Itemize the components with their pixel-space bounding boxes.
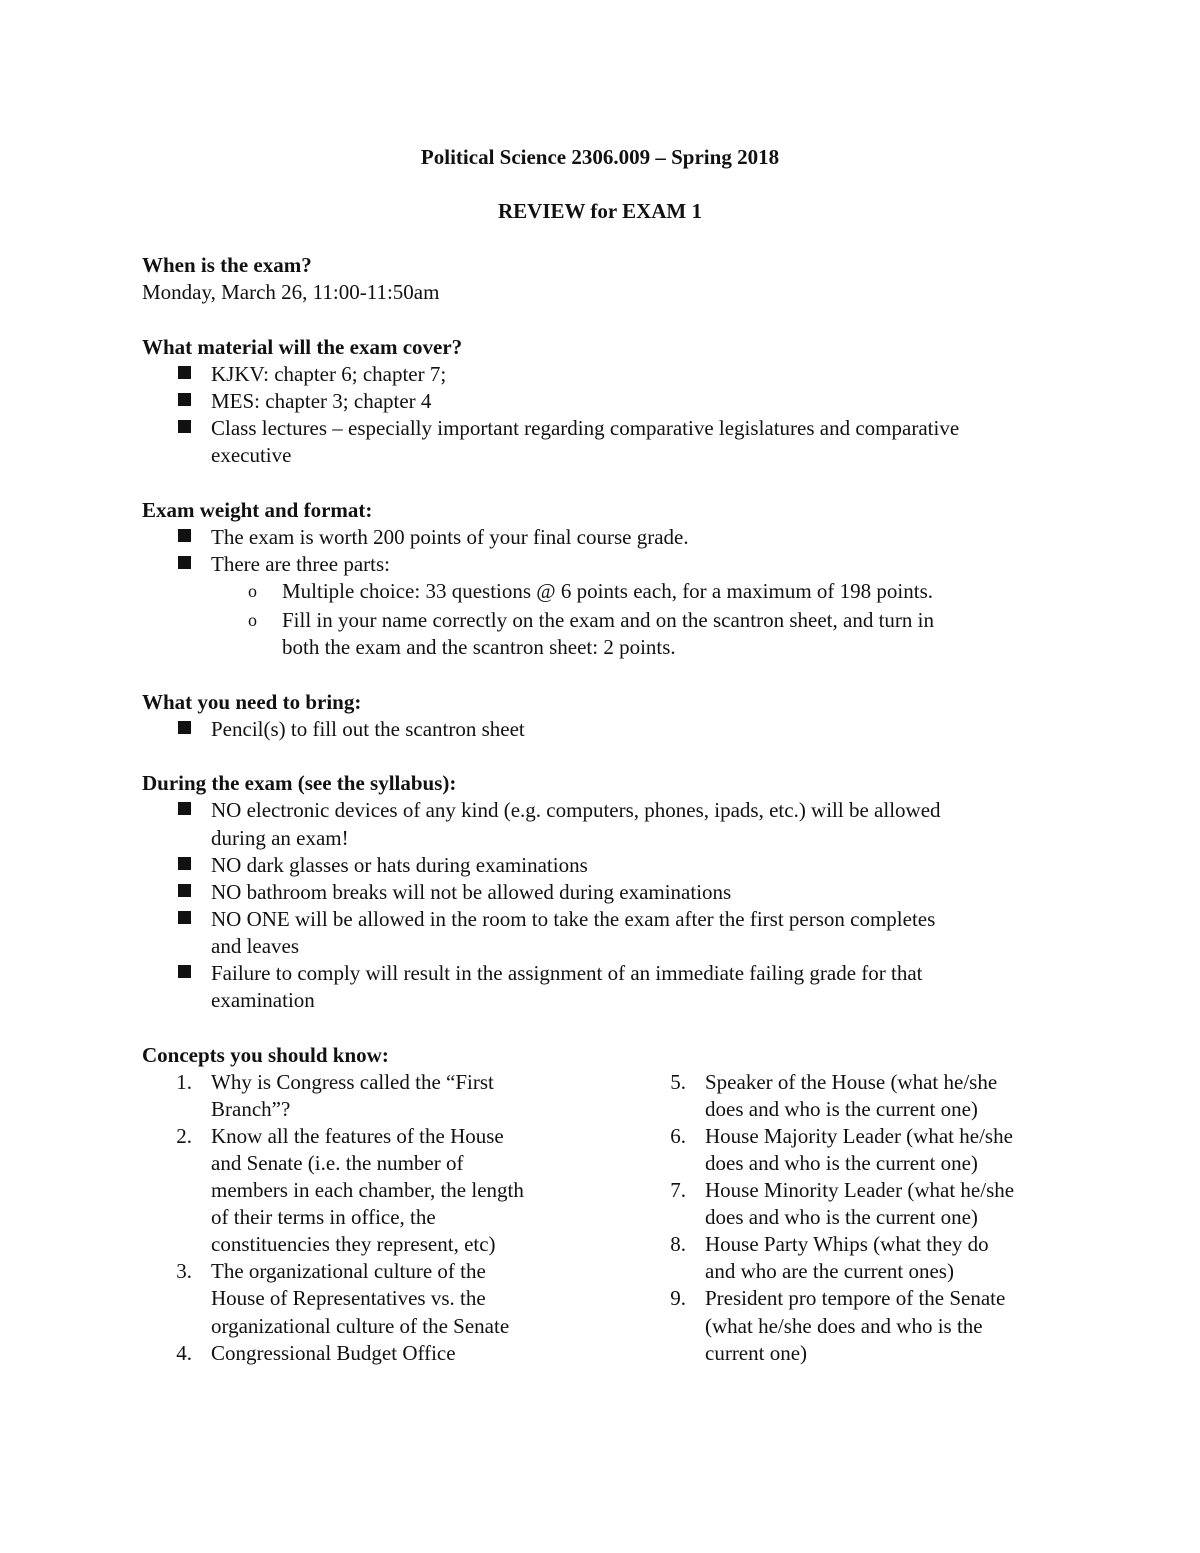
during-rule: NO bathroom breaks will not be allowed during examinations xyxy=(211,880,732,904)
concept-line: constituencies they represent, etc) xyxy=(211,1232,496,1256)
list-number: 5. xyxy=(670,1070,686,1094)
bullet-square-icon xyxy=(178,802,191,815)
concept-line: Branch”? xyxy=(211,1097,291,1121)
concept-line: current one) xyxy=(705,1341,808,1365)
list-number: 6. xyxy=(670,1124,686,1148)
during-heading: During the exam (see the syllabus): xyxy=(142,771,457,795)
bullet-circle-icon: o xyxy=(248,610,257,630)
concept-line: Why is Congress called the “First xyxy=(211,1070,494,1094)
bullet-square-icon xyxy=(178,911,191,924)
concept-line: of their terms in office, the xyxy=(211,1205,436,1229)
bullet-circle-icon: o xyxy=(248,581,257,601)
list-number: 2. xyxy=(176,1124,192,1148)
material-item: MES: chapter 3; chapter 4 xyxy=(211,389,432,413)
weight-sub-item-continued: both the exam and the scantron sheet: 2 points. xyxy=(282,635,676,659)
bullet-square-icon xyxy=(178,366,191,379)
bullet-square-icon xyxy=(178,420,191,433)
concept-line: does and who is the current one) xyxy=(705,1205,978,1229)
bullet-square-icon xyxy=(178,721,191,734)
concept-line: House of Representatives vs. the xyxy=(211,1286,486,1310)
bullet-square-icon xyxy=(178,884,191,897)
material-item: Class lectures – especially important regarding comparative legislatures and comparative xyxy=(211,416,960,440)
list-number: 1. xyxy=(176,1070,192,1094)
concept-line: Congressional Budget Office xyxy=(211,1341,456,1365)
weight-sub-item: Fill in your name correctly on the exam and on the scantron sheet, and turn in xyxy=(282,608,934,632)
concept-line: House Minority Leader (what he/she xyxy=(705,1178,1015,1202)
weight-item: The exam is worth 200 points of your final course grade. xyxy=(211,525,689,549)
concept-line: members in each chamber, the length xyxy=(211,1178,524,1202)
when-heading: When is the exam? xyxy=(142,253,312,277)
concept-line: Know all the features of the House xyxy=(211,1124,504,1148)
course-title: Political Science 2306.009 – Spring 2018 xyxy=(420,145,780,169)
weight-heading: Exam weight and format: xyxy=(142,498,373,522)
weight-item: There are three parts: xyxy=(211,552,390,576)
review-title: REVIEW for EXAM 1 xyxy=(498,199,702,223)
concept-line: House Party Whips (what they do xyxy=(705,1232,989,1256)
bring-heading: What you need to bring: xyxy=(142,690,362,714)
concept-line: The organizational culture of the xyxy=(211,1259,486,1283)
bullet-square-icon xyxy=(178,857,191,870)
during-rule: NO ONE will be allowed in the room to take the exam after the first person completes xyxy=(211,907,936,931)
bullet-square-icon xyxy=(178,529,191,542)
list-number: 3. xyxy=(176,1259,192,1283)
concept-line: Speaker of the House (what he/she xyxy=(705,1070,998,1094)
weight-sub-item: Multiple choice: 33 questions @ 6 points each, for a maximum of 198 points. xyxy=(282,579,933,603)
concepts-heading: Concepts you should know: xyxy=(142,1043,389,1067)
concept-line: (what he/she does and who is the xyxy=(705,1314,983,1338)
concept-line: and who are the current ones) xyxy=(705,1259,954,1283)
during-rule-continued: and leaves xyxy=(211,934,300,958)
bring-item: Pencil(s) to fill out the scantron sheet xyxy=(211,717,525,741)
list-number: 9. xyxy=(670,1286,686,1310)
concept-line: House Majority Leader (what he/she xyxy=(705,1124,1013,1148)
during-rule: Failure to comply will result in the assignment of an immediate failing grade for that xyxy=(211,961,923,985)
material-item: KJKV: chapter 6; chapter 7; xyxy=(211,362,447,386)
concept-line: organizational culture of the Senate xyxy=(211,1314,510,1338)
during-rule-continued: examination xyxy=(211,988,315,1012)
bullet-square-icon xyxy=(178,393,191,406)
list-number: 7. xyxy=(670,1178,686,1202)
during-rule: NO dark glasses or hats during examinations xyxy=(211,853,588,877)
material-heading: What material will the exam cover? xyxy=(142,335,463,359)
when-text: Monday, March 26, 11:00-11:50am xyxy=(142,280,440,304)
during-rule-continued: during an exam! xyxy=(211,826,349,850)
material-item-continued: executive xyxy=(211,443,292,467)
bullet-square-icon xyxy=(178,965,191,978)
during-rule: NO electronic devices of any kind (e.g. computers, phones, ipads, etc.) will be allowed xyxy=(211,798,941,822)
bullet-square-icon xyxy=(178,556,191,569)
concept-line: does and who is the current one) xyxy=(705,1151,978,1175)
concept-line: and Senate (i.e. the number of xyxy=(211,1151,464,1175)
list-number: 4. xyxy=(176,1341,192,1365)
concept-line: does and who is the current one) xyxy=(705,1097,978,1121)
list-number: 8. xyxy=(670,1232,686,1256)
concept-line: President pro tempore of the Senate xyxy=(705,1286,1006,1310)
